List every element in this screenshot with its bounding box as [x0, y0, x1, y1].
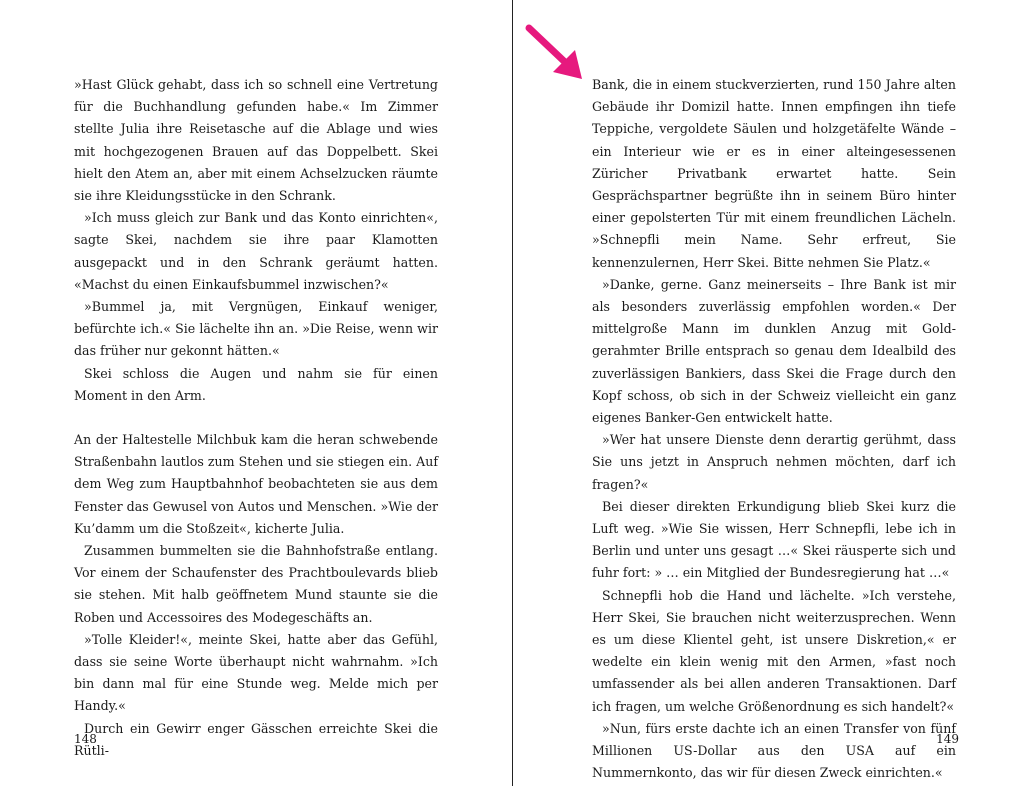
page-number-right: 149: [936, 732, 959, 746]
paragraph: Bank, die in einem stuckverzierten, rund 150 Jahre alten Gebäude ihr Domizil hatte. Innen empfingen ihn tiefe Teppiche, vergoldete Säulen und holzgetäfelte Wände – ein Interieur wie er es in einer alteingesessenen Züricher Privatbank erwartet hatte. Sein Gesprächspartner begrüßte ihn in seinem Büro hinter einer gepolsterten Tür mit einem freundlichen Lächeln. »Schnepfli mein Name. Sehr erfreut, Sie kennenzulernen, Herr Skei. Bitte nehmen Sie Platz.«: [592, 77, 956, 270]
paragraph: Skei schloss die Augen und nahm sie für einen Moment in den Arm.: [74, 365, 438, 403]
paragraph: Schnepfli hob die Hand und lächelte. »Ich verstehe, Herr Skei, Sie brauchen nicht weiterzusprechen. Wenn es um diese Klientel geht, ist unsere Diskretion,« er wedelte ein klein wenig mit den Armen, »fast noch umfassender als bei allen anderen Transaktionen. Darf ich fragen, um welche Größenordnung es sich handelt?«: [592, 587, 956, 714]
paragraph: »Nun, fürs erste dachte ich an einen Transfer von fünf Millionen US-Dollar aus den USA auf ein Nummernkonto, das wir für diesen Zweck einrichten.«: [592, 720, 956, 781]
paragraph: An der Haltestelle Milchbuk kam die heran schwebende Straßenbahn lautlos zum Stehen und sie stiegen ein. Auf dem Weg zum Hauptbahnhof beobachteten sie aus dem Fenster das Gewusel von Autos und Menschen. »Wie der Ku’damm um die Stoßzeit«, kicherte Julia.: [74, 432, 438, 536]
paragraph: »Wer hat unsere Dienste denn derartig gerühmt, dass Sie uns jetzt in Anspruch nehmen möchten, darf ich fragen?«: [592, 432, 956, 492]
left-page-text: [74, 74, 438, 762]
paragraph: Zusammen bummelten sie die Bahnhofstraße entlang. Vor einem der Schaufenster des Prachtboulevards blieb sie stehen. Mit halb geöffnetem Mund staunte sie die Roben und Accessoires des Modegeschäfts an.: [74, 543, 438, 625]
paragraph: »Bummel ja, mit Vergnügen, Einkauf weniger, befürchte ich.« Sie lächelte ihn an. »Die Reise, wenn wir das früher nur gekonnt hätten.«: [74, 299, 438, 359]
paragraph: Bei dieser direkten Erkundigung blieb Skei kurz die Luft weg. »Wie Sie wissen, Herr Schnepfli, lebe ich in Berlin und unter uns gesagt …« Skei räusperte sich und fuhr fort: » … ein Mitglied der Bundesregierung hat …«: [592, 498, 956, 581]
right-page: [513, 0, 1024, 786]
paragraph: »Hast Glück gehabt, dass ich so schnell eine Vertretung für die Buchhandlung gefunden habe.« Im Zimmer stellte Julia ihre Reisetasche auf die Ablage und wies mit hochgezogenen Brauen auf das Doppelbett. Skei hielt den Atem an, aber mit einem Achselzucken räumte sie ihre Kleidungsstücke in den Schrank.: [74, 77, 438, 204]
paragraph: »Tolle Kleider!«, meinte Skei, hatte aber das Gefühl, dass sie seine Worte überhaupt nicht wahrnahm. »Ich bin dann mal für eine Stunde weg. Melde mich per Handy.«: [74, 631, 438, 714]
right-page-text: [592, 74, 956, 785]
arrow-icon: [525, 22, 587, 84]
paragraph: Durch ein Gewirr enger Gässchen erreichte Skei die Rütli-: [74, 720, 438, 758]
paragraph: »Danke, gerne. Ganz meinerseits – Ihre Bank ist mir als besonders zuverlässig empfohlen worden.« Der mittelgroße Mann im dunklen Anzug mit Gold-gerahmter Brille entsprach so genau dem Idealbild des zuverlässigen Bankiers, dass Skei die Frage durch den Kopf schoss, ob sich in der Schweiz vielleicht ein ganz eigenes Banker-Gen entwickelt hatte.: [592, 276, 956, 426]
page-number-left: 148: [74, 732, 97, 746]
paragraph: »Ich muss gleich zur Bank und das Konto einrichten«, sagte Skei, nachdem sie ihre paar Klamotten ausgepackt und in den Schrank geräumt hatten. «Machst du einen Einkaufsbummel inzwischen?«: [74, 210, 438, 292]
